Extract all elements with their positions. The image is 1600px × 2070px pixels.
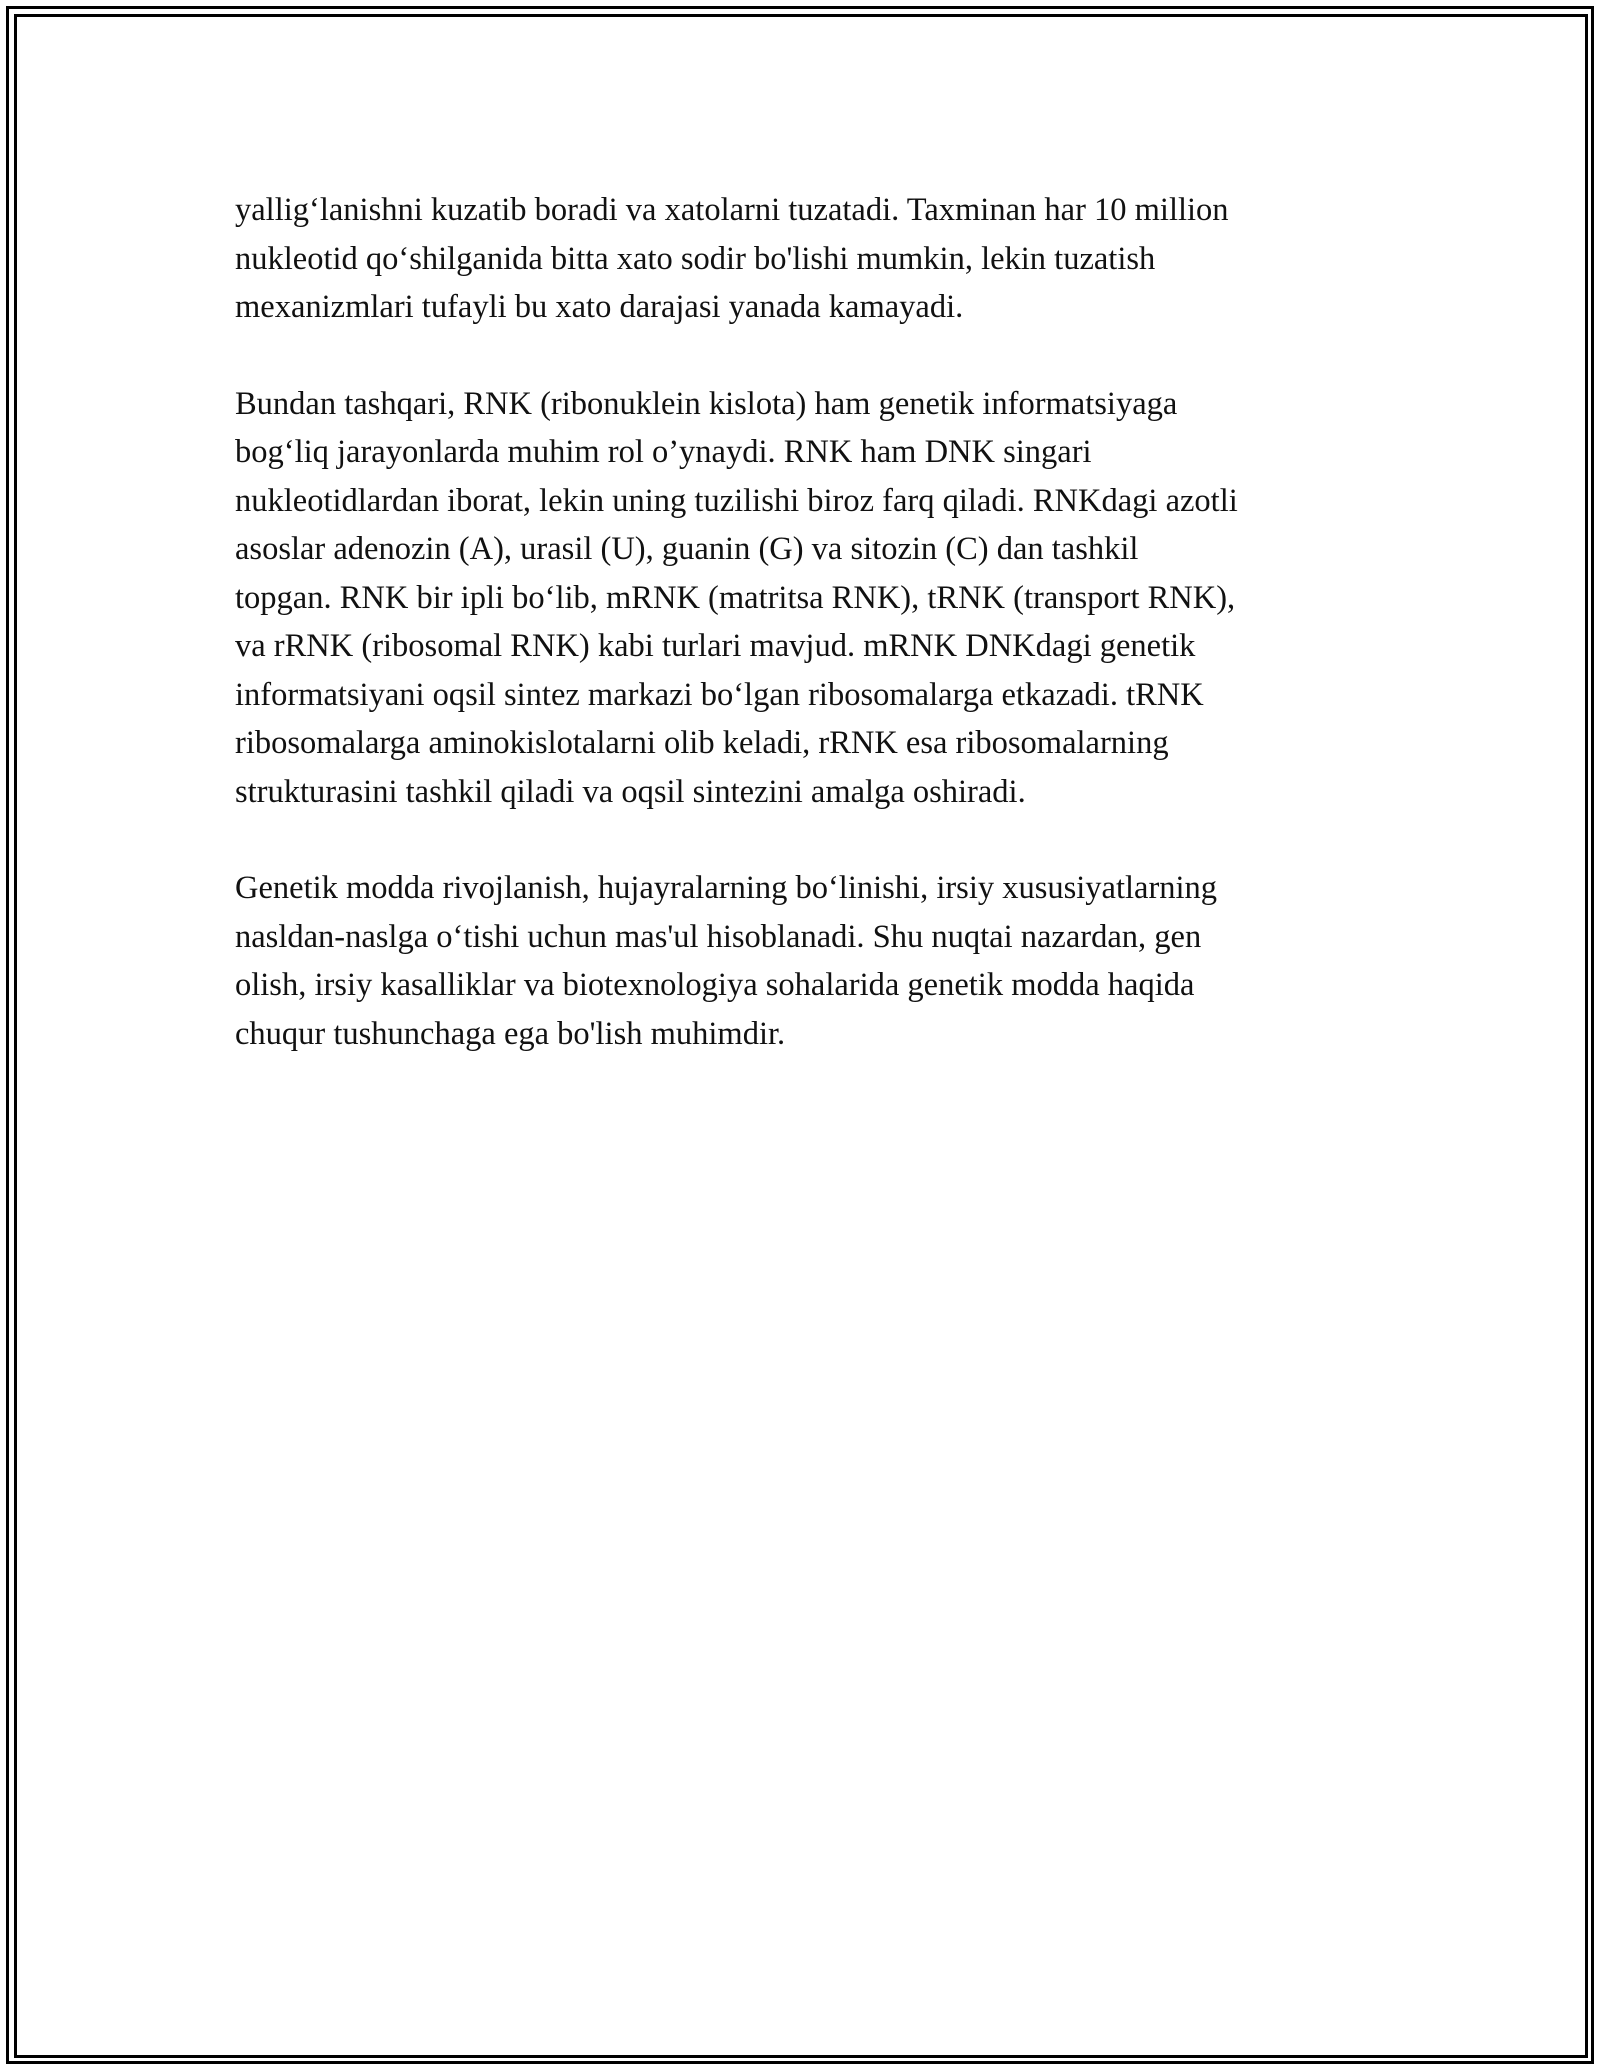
- text-line: informatsiyani oqsil sintez markazi bo‘lgan ribosomalarga etkazadi. tRNK: [235, 676, 1204, 713]
- text-line: nukleotidlardan iborat, lekin uning tuzilishi biroz farq qiladi. RNKdagi azotli: [235, 482, 1238, 519]
- text-line: topgan. RNK bir ipli bo‘lib, mRNK (matritsa RNK), tRNK (transport RNK),: [235, 579, 1236, 616]
- text-line: chuqur tushunchaga ega bo'lish muhimdir.: [235, 1015, 786, 1052]
- document-body: [235, 186, 1395, 1106]
- paragraph-2: [235, 380, 1395, 817]
- text-line: Bundan tashqari, RNK (ribonuklein kislota) ham genetik informatsiyaga: [235, 385, 1178, 422]
- text-line: asoslar adenozin (A), urasil (U), guanin (G) va sitozin (C) dan tashkil: [235, 531, 1139, 567]
- paragraph-3: [235, 864, 1395, 1058]
- text-line: Genetik modda rivojlanish, hujayralarning bo‘linishi, irsiy xususiyatlarning: [235, 870, 1218, 906]
- text-line: nasldan-naslga o‘tishi uchun mas'ul hisoblanadi. Shu nuqtai nazardan, gen: [235, 918, 1202, 955]
- text-line: va rRNK (ribosomal RNK) kabi turlari mavjud. mRNK DNKdagi genetik: [235, 628, 1196, 664]
- text-line: olish, irsiy kasalliklar va biotexnologiya sohalarida genetik modda haqida: [235, 967, 1195, 1003]
- text-line: bog‘liq jarayonlarda muhim rol o’ynaydi. RNK ham DNK singari: [235, 434, 1092, 470]
- text-line: strukturasini tashkil qiladi va oqsil sintezini amalga oshiradi.: [235, 773, 1026, 810]
- text-line: yallig‘lanishni kuzatib boradi va xatolarni tuzatadi. Taxminan har 10 million: [235, 192, 1229, 228]
- paragraph-1: [235, 186, 1395, 332]
- text-line: nukleotid qo‘shilganida bitta xato sodir bo'lishi mumkin, lekin tuzatish: [235, 240, 1156, 277]
- text-line: ribosomalarga aminokislotalarni olib keladi, rRNK esa ribosomalarning: [235, 725, 1169, 761]
- text-line: mexanizmlari tufayli bu xato darajasi yanada kamayadi.: [235, 289, 964, 325]
